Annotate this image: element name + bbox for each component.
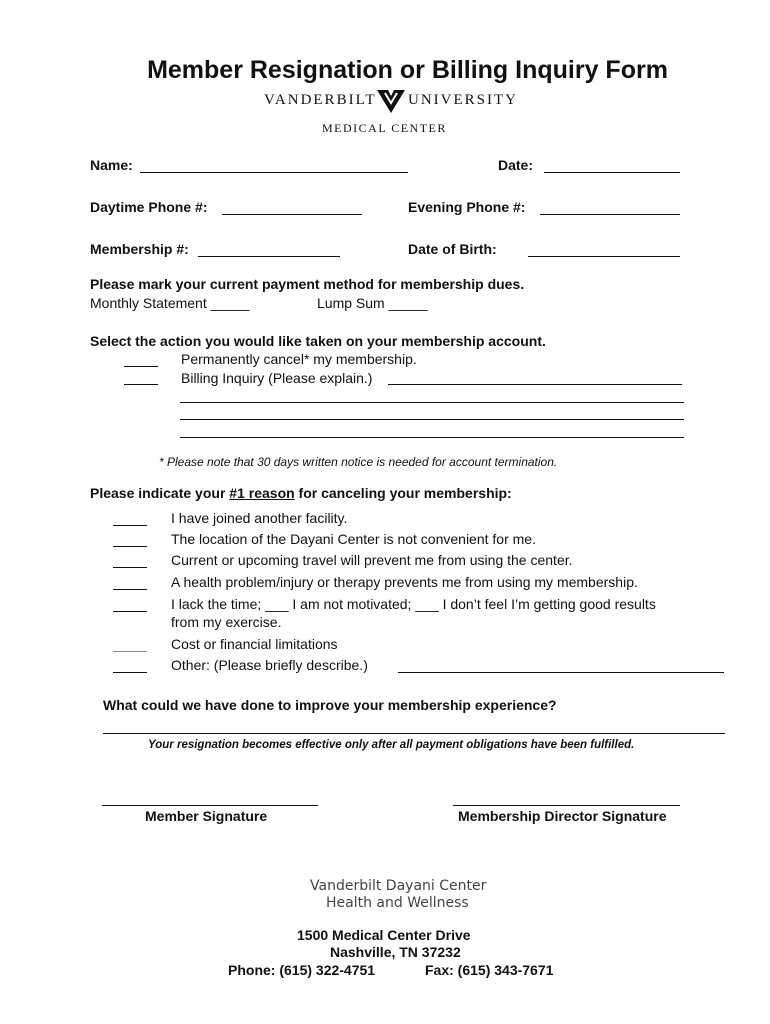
director-signature-label: Membership Director Signature <box>458 808 667 824</box>
reason-item-continued: from my exercise. <box>171 614 282 630</box>
reason-item: Current or upcoming travel will prevent me from using the center. <box>171 552 573 568</box>
center-name: Vanderbilt Dayani Center <box>310 878 487 894</box>
evening-phone-label: Evening Phone #: <box>408 199 526 215</box>
logo-vanderbilt-text: VANDERBILT <box>264 92 377 108</box>
billing-explain-line-4[interactable] <box>180 437 684 438</box>
daytime-phone-label: Daytime Phone #: <box>90 199 208 215</box>
effective-note: Your resignation becomes effective only after all payment obligations have been fulfilled. <box>148 739 635 751</box>
phone-number: Phone: (615) 322-4751 <box>228 962 376 978</box>
improve-question: What could we have done to improve your membership experience? <box>103 697 557 713</box>
reason-item: Other: (Please briefly describe.) <box>171 657 368 673</box>
daytime-phone-field[interactable] <box>222 214 362 215</box>
name-field[interactable] <box>140 172 408 173</box>
fax-number: Fax: (615) 343-7671 <box>425 962 554 978</box>
logo-medical-center-text: MEDICAL CENTER <box>322 121 447 135</box>
member-signature-field[interactable] <box>102 805 318 806</box>
membership-label: Membership #: <box>90 241 189 257</box>
reason-checkbox-line[interactable] <box>113 611 147 612</box>
cancel-option: Permanently cancel* my membership. <box>181 351 417 367</box>
reason-heading-pre: Please indicate your <box>90 485 230 501</box>
action-heading: Select the action you would like taken on your membership account. <box>90 333 546 349</box>
form-title: Member Resignation or Billing Inquiry Form <box>147 56 668 84</box>
reason-item: I have joined another facility. <box>171 510 348 526</box>
cancel-checkbox-line[interactable] <box>124 366 158 367</box>
payment-heading: Please mark your current payment method for membership dues. <box>90 276 525 292</box>
reason-checkbox-line[interactable] <box>113 672 147 673</box>
monthly-statement-option[interactable]: Monthly Statement _____ <box>90 295 250 311</box>
reason-item: The location of the Dayani Center is not convenient for me. <box>171 531 536 547</box>
reason-heading-post: for canceling your membership: <box>294 485 512 501</box>
lump-sum-option[interactable]: Lump Sum _____ <box>317 295 428 311</box>
billing-inquiry-option: Billing Inquiry (Please explain.) <box>181 370 373 386</box>
name-label: Name: <box>90 157 133 173</box>
reason-item: Cost or financial limitations <box>171 636 338 652</box>
center-subtitle: Health and Wellness <box>326 895 469 911</box>
reason-heading-emphasis: #1 reason <box>229 485 295 501</box>
billing-explain-line-1[interactable] <box>388 384 682 385</box>
member-signature-label: Member Signature <box>145 808 268 824</box>
date-label: Date: <box>498 157 534 173</box>
logo-university-text: UNIVERSITY <box>408 92 518 108</box>
improve-answer-field[interactable] <box>103 733 725 734</box>
dob-label: Date of Birth: <box>408 241 497 257</box>
reason-checkbox-line[interactable] <box>113 525 147 526</box>
reason-checkbox-line[interactable] <box>113 589 147 590</box>
vanderbilt-v-logo-icon <box>376 88 406 114</box>
other-describe-field[interactable] <box>398 672 724 673</box>
dob-field[interactable] <box>528 256 680 257</box>
reason-item: I lack the time; ___ I am not motivated; ___ I don’t feel I’m getting good results <box>171 596 656 612</box>
billing-explain-line-2[interactable] <box>180 402 684 403</box>
reason-item: A health problem/injury or therapy prevents me from using my membership. <box>171 574 638 590</box>
reason-checkbox-line[interactable] <box>113 651 147 652</box>
billing-checkbox-line[interactable] <box>124 384 158 385</box>
date-field[interactable] <box>544 172 680 173</box>
membership-field[interactable] <box>198 256 340 257</box>
reason-checkbox-line[interactable] <box>113 567 147 568</box>
address-line-2: Nashville, TN 37232 <box>330 944 461 960</box>
evening-phone-field[interactable] <box>540 214 680 215</box>
address-line-1: 1500 Medical Center Drive <box>297 927 471 943</box>
billing-explain-line-3[interactable] <box>180 419 684 420</box>
reason-checkbox-line[interactable] <box>113 546 147 547</box>
reason-heading <box>90 485 512 501</box>
director-signature-field[interactable] <box>453 805 680 806</box>
termination-note: * Please note that 30 days written notice is needed for account termination. <box>159 455 558 469</box>
